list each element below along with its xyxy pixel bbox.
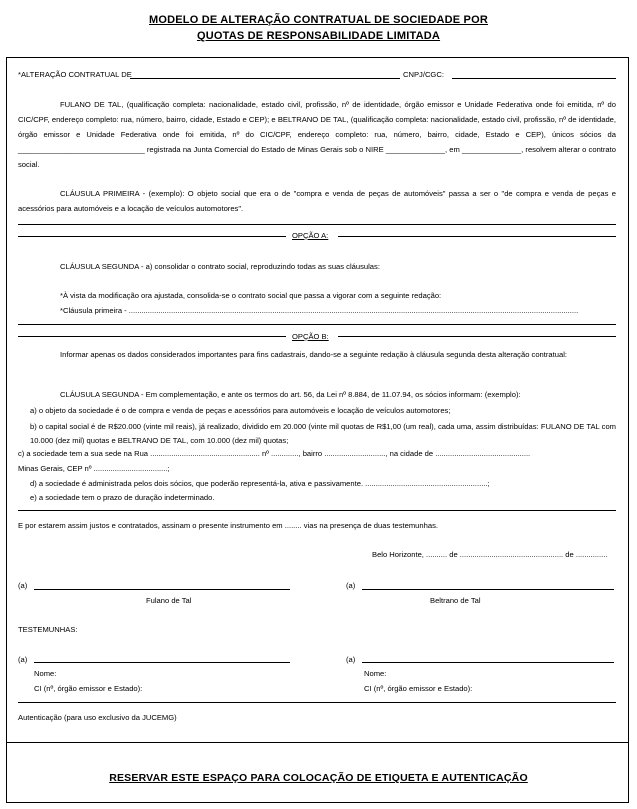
opcao-b-item-e: e) a sociedade tem o prazo de duração indeterminado. (30, 493, 215, 502)
witness-1-ci: CI (nº, órgão emissor e Estado): (34, 684, 143, 693)
signature-fulano-name: Fulano de Tal (146, 596, 192, 605)
divider (338, 236, 616, 237)
opcao-a-label: OPÇÃO A: (292, 231, 329, 240)
place-date: Belo Horizonte, .......... de ................................................. de ............... (372, 550, 608, 559)
signature-b-prefix: (a) (346, 581, 356, 590)
signature-line-fulano[interactable] (34, 589, 290, 590)
closing-text: E por estarem assim justos e contratados, assinam o presente instrumento em ........ vias na presença de duas testemunhas. (18, 521, 438, 530)
witness-2-nome: Nome: (364, 669, 387, 678)
title-line-2: QUOTAS DE RESPONSABILIDADE LIMITADA (196, 30, 441, 42)
witness-2-prefix: (a) (346, 655, 356, 664)
opcao-a-clausula-segunda: CLÁUSULA SEGUNDA - a) consolidar o contrato social, reproduzindo todas as suas cláusulas: (60, 262, 380, 271)
signature-line-beltrano[interactable] (362, 589, 614, 590)
autenticacao-label: Autenticação (para uso exclusivo da JUCEMG) (18, 713, 177, 722)
footer-reserve-text: RESERVAR ESTE ESPAÇO PARA COLOCAÇÃO DE ETIQUETA E AUTENTICAÇÃO (109, 772, 528, 784)
title-line-1: MODELO DE ALTERAÇÃO CONTRATUAL DE SOCIEDADE POR (149, 14, 488, 26)
divider (18, 324, 616, 325)
opcao-b-item-d: d) a sociedade é administrada pelos dois sócios, que poderão representá-la, ativa e passivamente. ..........................................................; (30, 479, 490, 488)
divider (18, 702, 616, 703)
alteracao-field[interactable] (130, 78, 400, 79)
opcao-b-item-a: a) o objeto da sociedade é o de compra e venda de peças e acessórios para automóveis e locação de veículos automotores; (30, 406, 451, 415)
intro-paragraph: FULANO DE TAL, (qualificação completa: nacionalidade, estado civil, profissão, nº de identidade, órgão emissor e Unidade Federativa onde foi emitida, nº do CIC/CPF, endereço completo: rua, número, bairro, cidade, Estado e CEP); e BELTRANO DE TAL, (qualificação completa: nacionalidade, estado civil, profissão, nº de identidade, órgão emissor e Unidade Federativa onde foi emitida, nº do CIC/CPF, endereço completo: rua, número, bairro, cidade, Estado e CEP), únicos sócios da ______________________________ registrada na Junta Comercial do Estado de Minas Gerais sob o NIRE ______________, em ______________, resolvem alterar o contrato social. (18, 100, 616, 169)
opcao-b-item-c: c) a sociedade tem a sua sede na Rua .................................................... nº ............., bairro ............................., na cidade de ............................................. (18, 449, 531, 458)
witness-2-line[interactable] (362, 662, 614, 663)
opcao-a-vista: *À vista da modificação ora ajustada, consolida-se o contrato social que passa a vigorar com a seguinte redação: (60, 291, 442, 300)
alteracao-label: *ALTERAÇÃO CONTRATUAL DE (18, 70, 132, 79)
witness-1-prefix: (a) (18, 655, 28, 664)
divider (18, 236, 286, 237)
divider (18, 224, 616, 225)
opcao-b-item-b: b) o capital social é de R$20.000 (vinte mil reais), já realizado, dividido em 20.000 (vinte mil quotas de R$1,00 (um real), cada uma, assim distribuídas: FULANO DE TAL com 10.000 (dez mil) quotas e BELTRANO DE TAL, com 10.000 (dez mil) quotas; (30, 422, 616, 445)
opcao-b-informar: Informar apenas os dados considerados importantes para fins cadastrais, dando-se a seguinte redação à cláusula segunda desta alteração contratual: (60, 350, 567, 359)
cnpj-field[interactable] (452, 78, 616, 79)
clausula-primeira: CLÁUSULA PRIMEIRA - (exemplo): O objeto social que era o de "compra e venda de peças de automóveis" passa a ser o "de compra e venda de peças e acessórios para automóveis e a locação de veículos automotores". (18, 189, 616, 213)
cnpj-label: CNPJ/CGC: (403, 70, 444, 79)
signature-beltrano-name: Beltrano de Tal (430, 596, 481, 605)
divider (338, 336, 616, 337)
signature-a-prefix: (a) (18, 581, 28, 590)
witness-1-line[interactable] (34, 662, 290, 663)
opcao-a-clausula-primeira: *Cláusula primeira - ..................................................................................................................................................................................................................... (60, 306, 579, 315)
document-title (0, 12, 637, 44)
witness-2-ci: CI (nº, órgão emissor e Estado): (364, 684, 473, 693)
opcao-b-label: OPÇÃO B: (292, 332, 329, 341)
divider (18, 510, 616, 511)
opcao-b-clausula-segunda: CLÁUSULA SEGUNDA - Em complementação, e ante os termos do art. 56, da Lei nº 8.884, de 11.07.94, os sócios informam: (exemplo): (60, 390, 521, 399)
opcao-b-item-c2: Minas Gerais, CEP nº ...................................; (18, 464, 170, 473)
testemunhas-label: TESTEMUNHAS: (18, 625, 78, 634)
witness-1-nome: Nome: (34, 669, 57, 678)
divider (18, 336, 286, 337)
